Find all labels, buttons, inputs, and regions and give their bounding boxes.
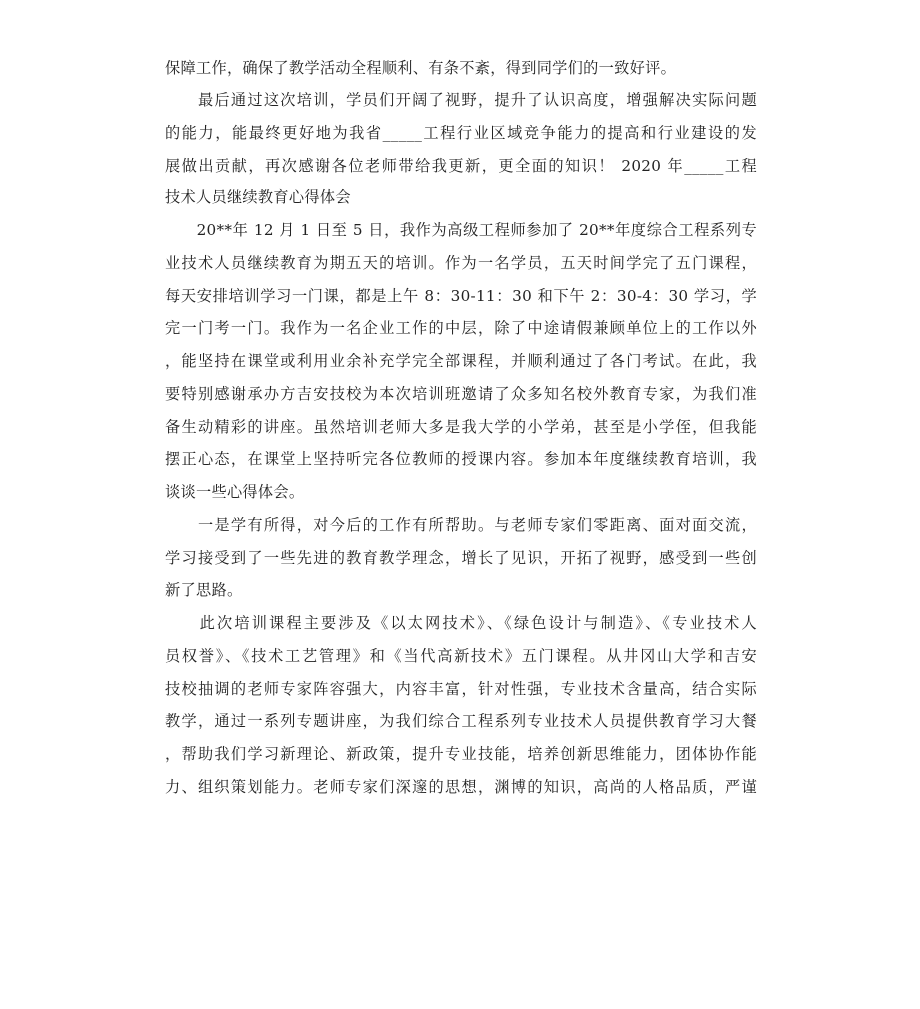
text-line: ，能坚持在课堂或利用业余补充学完全部课程，并顺利通过了各门考试。在此，我 (165, 352, 757, 370)
text-line: 备生动精彩的讲座。虽然培训老师大多是我大学的小学弟，甚至是小学侄，但我能 (165, 418, 757, 436)
text-line: 20**年 12 月 1 日至 5 日，我作为高级工程师参加了 20**年度综合工程系列专 (165, 221, 757, 239)
text-line: 技校抽调的老师专家阵容强大，内容丰富，针对性强，专业技术含量高，结合实际 (165, 680, 757, 698)
text-line: 教学，通过一系列专题讲座，为我们综合工程系列专业技术人员提供教育学习大餐 (165, 712, 757, 730)
text-line: 的能力，能最终更好地为我省_____工程行业区域竞争能力的提高和行业建设的发 (165, 124, 757, 142)
text-line: 学习接受到了一些先进的教育教学理念，增长了见识，开拓了视野，感受到一些创 (165, 549, 757, 567)
text-line: 要特别感谢承办方吉安技校为本次培训班邀请了众多知名校外教育专家，为我们准 (165, 385, 757, 403)
text-line: 谈谈一些心得体会。 (165, 483, 305, 501)
text-line: 保障工作，确保了教学活动全程顺利、有条不紊，得到同学们的一致好评。 (165, 59, 677, 77)
text-line: 完一门考一门。我作为一名企业工作的中层，除了中途请假兼顾单位上的工作以外 (165, 319, 757, 337)
text-line: 一是学有所得，对今后的工作有所帮助。与老师专家们零距离、面对面交流， (165, 516, 757, 534)
text-line: 技术人员继续教育心得体会 (165, 188, 351, 206)
text-line: 展做出贡献，再次感谢各位老师带给我更新，更全面的知识！ 2020 年_____工程 (165, 157, 757, 175)
text-line: 每天安排培训学习一门课，都是上午 8：30-11：30 和下午 2：30-4：30 学习，学 (165, 287, 757, 305)
text-line: ，帮助我们学习新理论、新政策，提升专业技能，培养创新思维能力，团体协作能 (165, 745, 757, 763)
text-line: 新了思路。 (165, 581, 243, 599)
text-line: 业技术人员继续教育为期五天的培训。作为一名学员，五天时间学完了五门课程， (165, 254, 757, 272)
text-line: 最后通过这次培训，学员们开阔了视野，提升了认识高度，增强解决实际问题 (165, 91, 757, 109)
text-line: 摆正心态，在课堂上坚持听完各位教师的授课内容。参加本年度继续教育培训，我 (165, 450, 757, 468)
text-line: 力、组织策划能力。老师专家们深邃的思想，渊博的知识，高尚的人格品质，严谨 (165, 778, 757, 796)
text-line: 员权誉》、《技术工艺管理》和《当代高新技术》五门课程。从井冈山大学和吉安 (165, 647, 757, 665)
text-line: 此次培训课程主要涉及《以太网技术》、《绿色设计与制造》、《专业技术人 (165, 614, 757, 632)
